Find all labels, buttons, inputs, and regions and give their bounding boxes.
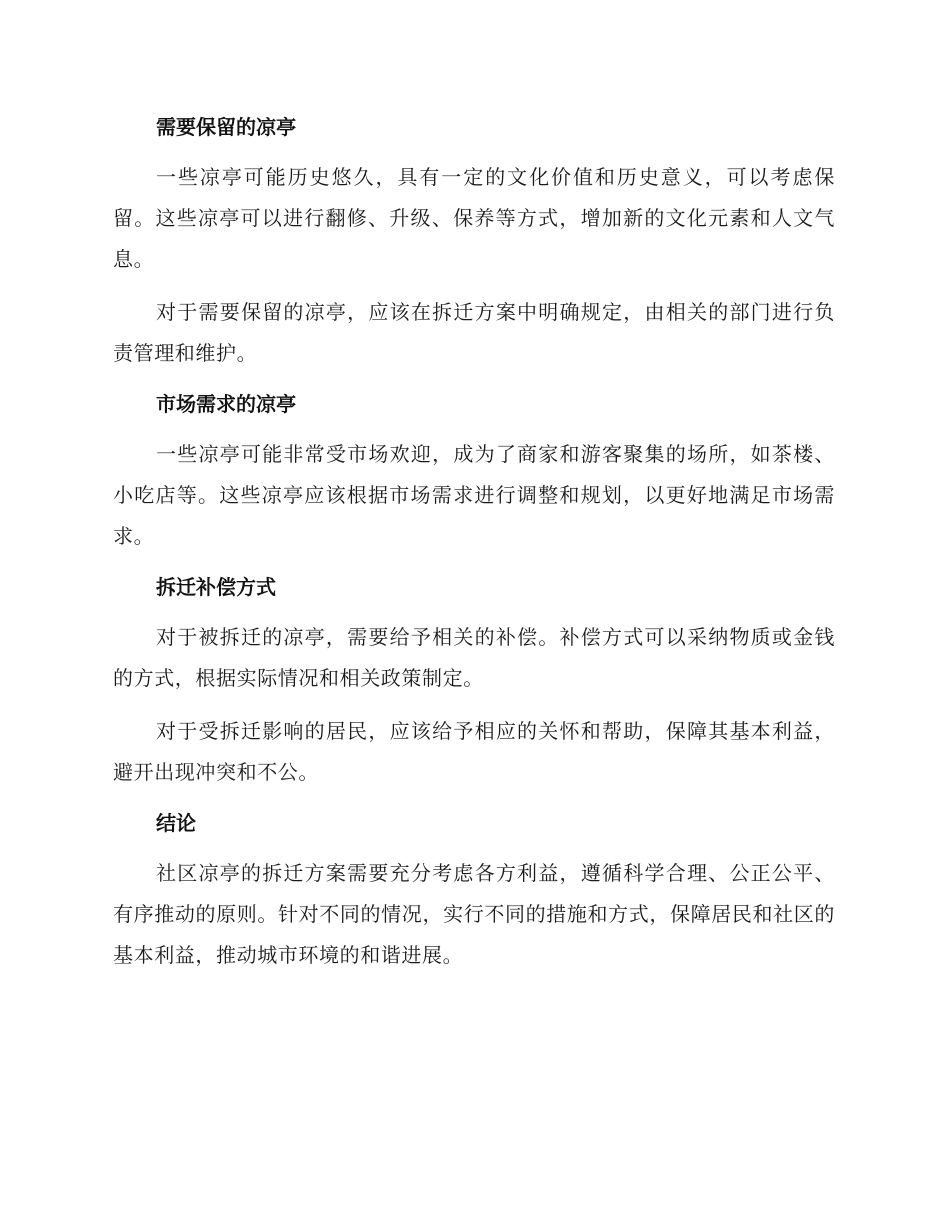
section-heading-conclusion: 结论	[156, 811, 196, 835]
section-heading-market-demand-pavilions: 市场需求的凉亭	[156, 392, 296, 416]
document-page	[113, 109, 835, 988]
paragraph: 一些凉亭可能非常受市场欢迎，成为了商家和游客聚集的场所，如茶楼、小吃店等。这些凉亭应该根据市场需求进行调整和规划，以更好地满足市场需求。	[113, 442, 835, 548]
section-heading-preserved-pavilions: 需要保留的凉亭	[156, 115, 296, 139]
paragraph: 社区凉亭的拆迁方案需要充分考虑各方利益，遵循科学合理、公正公平、有序推动的原则。针对不同的情况，实行不同的措施和方式，保障居民和社区的基本利益，推动城市环境的和谐进展。	[113, 861, 835, 967]
paragraph: 对于需要保留的凉亭，应该在拆迁方案中明确规定，由相关的部门进行负责管理和维护。	[113, 300, 835, 365]
paragraph: 一些凉亭可能历史悠久，具有一定的文化价值和历史意义，可以考虑保留。这些凉亭可以进行翻修、升级、保养等方式，增加新的文化元素和人文气息。	[113, 165, 835, 271]
paragraph: 对于被拆迁的凉亭，需要给予相关的补偿。补偿方式可以采纳物质或金钱的方式，根据实际情况和相关政策制定。	[113, 625, 835, 690]
section-heading-compensation: 拆迁补偿方式	[156, 575, 276, 599]
paragraph: 对于受拆迁影响的居民，应该给予相应的关怀和帮助，保障其基本利益，避开出现冲突和不公。	[113, 719, 835, 784]
